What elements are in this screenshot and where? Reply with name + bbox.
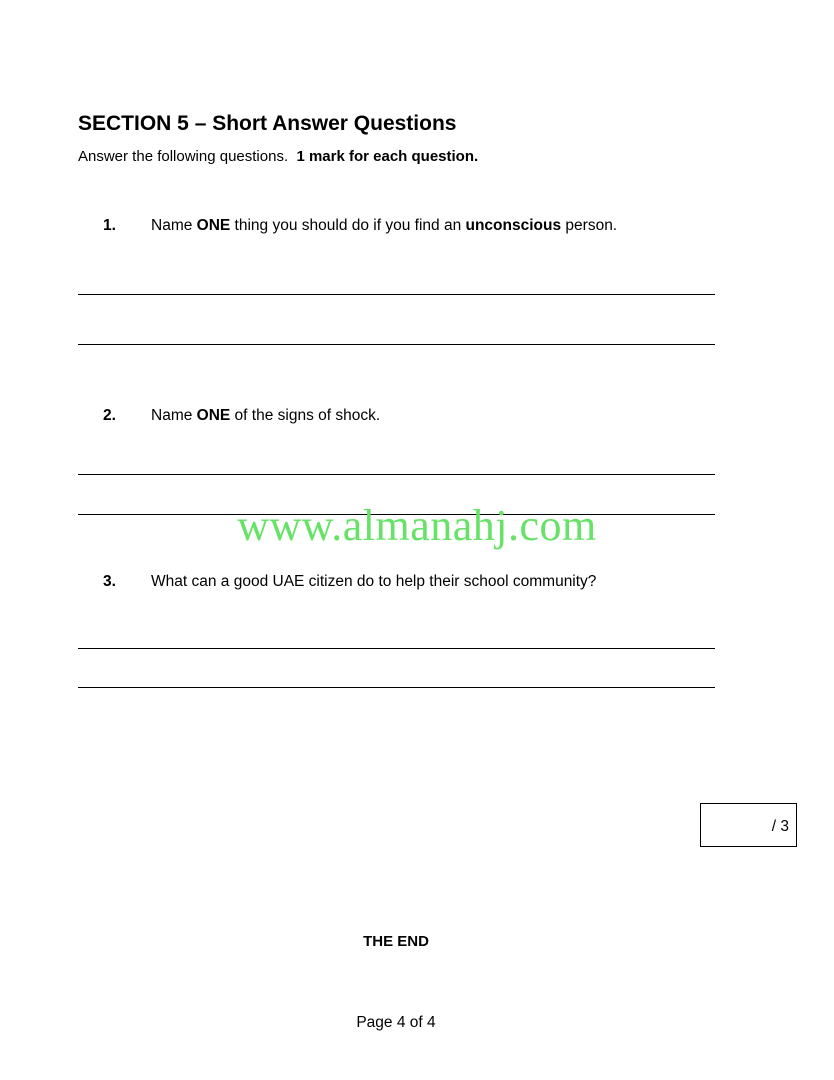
question-1-emphasis-unconscious: unconscious [465,217,562,234]
instructions [78,148,478,165]
question-3-answer-line-2[interactable] [78,687,715,688]
question-1-text-part: person. [561,217,618,234]
question-3-number: 3. [103,573,116,590]
question-2-text-part: Name [151,407,197,424]
score-total-label: / 3 [771,818,789,835]
question-1-text [151,217,617,235]
question-1-text-part: thing you should do if you find an [230,217,466,234]
question-1-answer-line-2[interactable] [78,344,715,345]
question-2-emphasis-one: ONE [196,407,231,424]
question-3-answer-line-1[interactable] [78,648,715,649]
question-1-answer-line-1[interactable] [78,294,715,295]
watermark: www.almanahj.com [237,501,597,550]
score-box[interactable] [700,803,797,847]
question-2-answer-line-1[interactable] [78,474,715,475]
question-1-text-part: Name [151,217,197,234]
instructions-text: Answer the following questions. [78,148,297,165]
the-end-label: THE END [363,933,429,950]
section-title: SECTION 5 – Short Answer Questions [78,112,457,135]
question-2-text [151,407,380,425]
question-2-text-part: of the signs of shock. [230,407,381,424]
question-1-emphasis-one: ONE [196,217,231,234]
question-3-text: What can a good UAE citizen do to help their school community? [151,573,597,590]
question-1-number: 1. [103,217,116,234]
instructions-marks: 1 mark for each question. [296,148,479,165]
question-2-number: 2. [103,407,116,424]
page-number: Page 4 of 4 [356,1014,436,1031]
